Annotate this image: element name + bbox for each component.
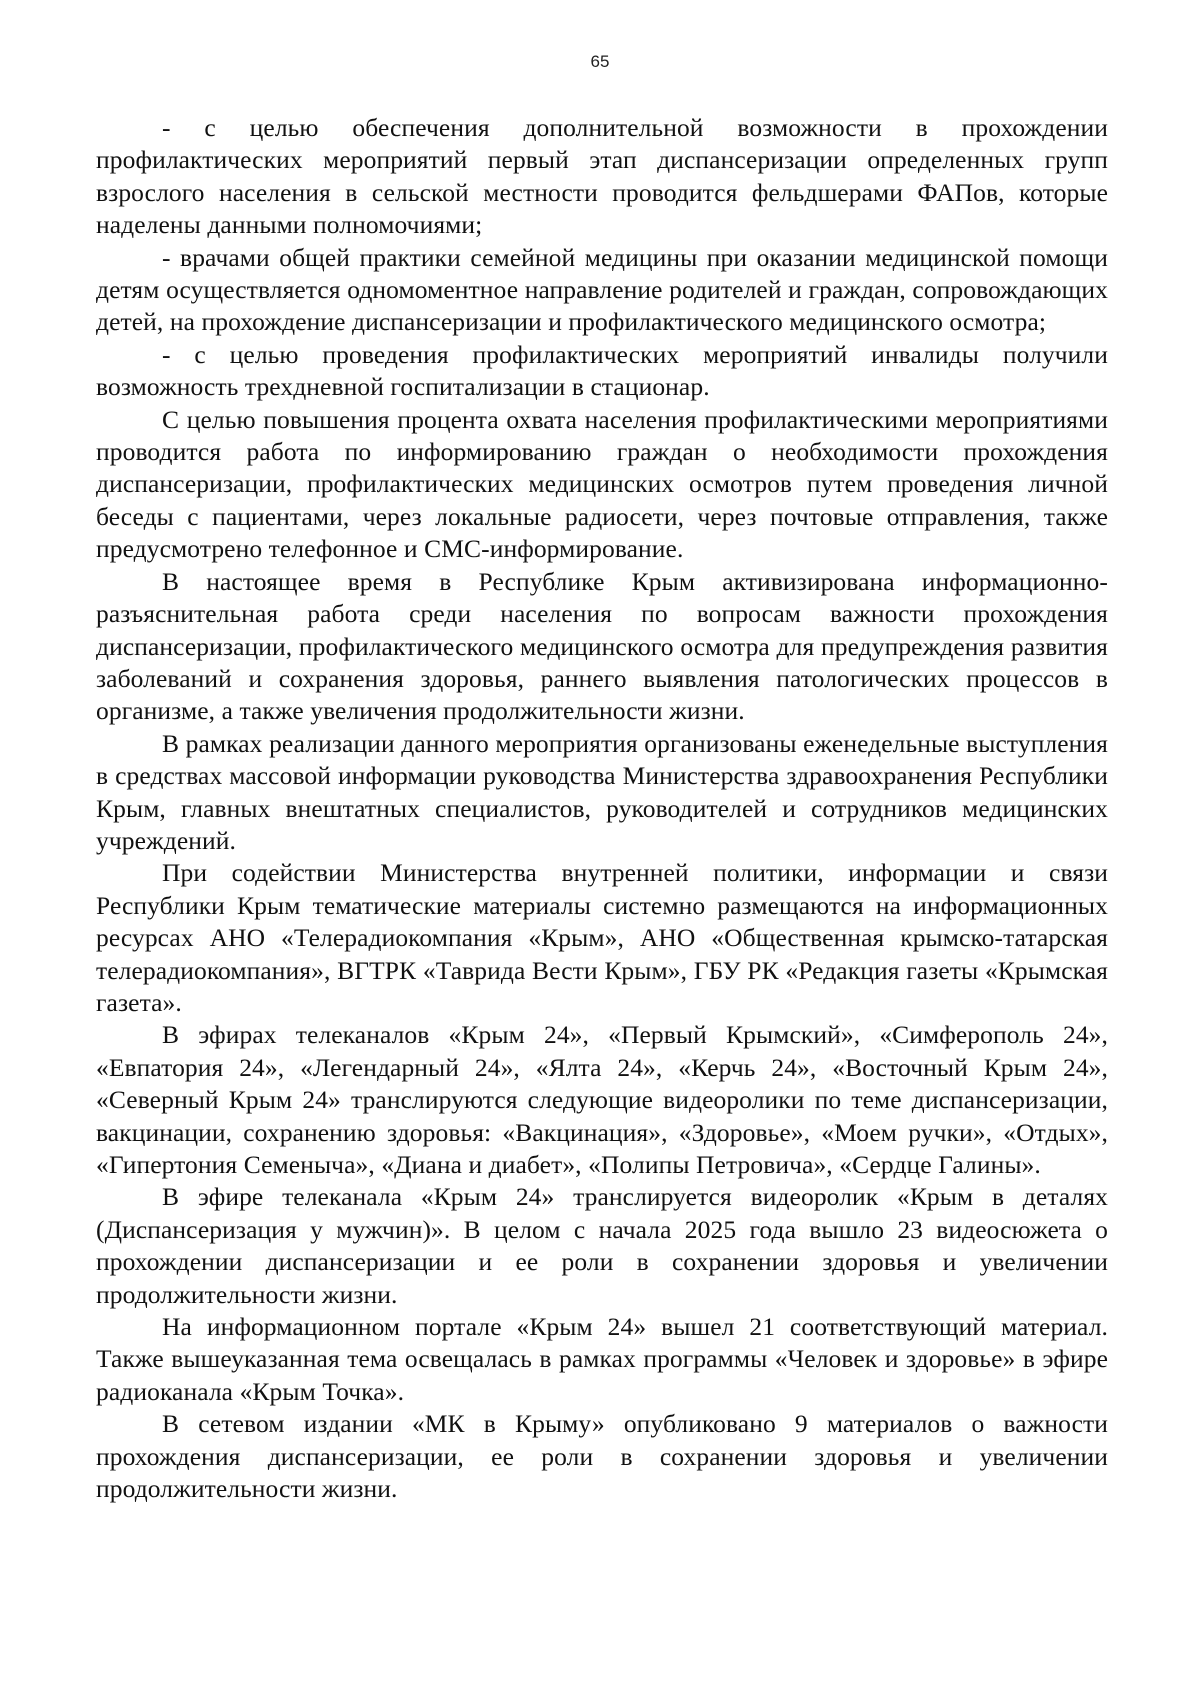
paragraph-portal-materials: На информационном портале «Крым 24» вышел 21 соответствующий материал. Также вышеуказанная тема освещалась в рамках программы «Человек и здоровье» в эфире радиоканала «Крым Точка». <box>96 1312 1108 1406</box>
page-number: 65 <box>590 52 610 71</box>
paragraph-outreach-work: В настоящее время в Республике Крым активизирована информационно-разъяснительная работа среди населения по вопросам важности прохождения диспансеризации, профилактического медицинского осмотра для предупреждения развития заболеваний и сохранения здоровья, раннего выявления патологических процессов в организме, а также увеличения продолжительности жизни. <box>96 566 1108 726</box>
paragraph-information-resources: При содействии Министерства внутренней политики, информации и связи Республики Крым тематические материалы системно размещаются на информационных ресурсах АНО «Телерадиокомпания «Крым», АНО «Общественная крымско-татарская телерадиокомпания», ВГТРК «Таврида Вести Крым», ГБУ РК «Редакция газеты «Крымская газета». <box>96 858 1108 1017</box>
paragraph-informing-citizens: С целью повышения процента охвата населения профилактическими мероприятиями проводится работа по информированию граждан о необходимости прохождения диспансеризации, профилактических медицинских осмотров путем проведения личной беседы с пациентами, через локальные радиосети, через почтовые отправления, также предусмотрено телефонное и СМС-информирование. <box>96 404 1108 564</box>
paragraph-krym24-video: В эфире телеканала «Крым 24» транслируется видеоролик «Крым в деталях (Диспансеризация у мужчин)». В целом с начала 2025 года вышло 23 видеосюжета о прохождении диспансеризации и ее роли в сохранении здоровья и увеличении продолжительности жизни. <box>96 1182 1108 1309</box>
paragraph-tv-channels-videos: В эфирах телеканалов «Крым 24», «Первый Крымский», «Симферополь 24», «Евпатория 24», «Легендарный 24», «Ялта 24», «Керчь 24», «Восточный Крым 24», «Северный Крым 24» транслируются следующие видеоролики по теме диспансеризации, вакцинации, сохранению здоровья: «Вакцинация», «Здоровье», «Моем ручки», «Отдых», «Гипертония Семеныча», «Диана и диабет», «Полипы Петровича», «Сердце Галины». <box>96 1020 1108 1179</box>
paragraph-family-doctors: - врачами общей практики семейной медицины при оказании медицинской помощи детям осуществляется одномоментное направление родителей и граждан, сопровождающих детей, на прохождение диспансеризации и профилактического медицинского осмотра; <box>96 242 1108 337</box>
document-body <box>96 112 1108 1505</box>
paragraph-mk-publications: В сетевом издании «МК в Крыму» опубликовано 9 материалов о важности прохождения диспансеризации, ее роли в сохранении здоровья и увеличении продолжительности жизни. <box>96 1409 1108 1504</box>
paragraph-media-appearances: В рамках реализации данного мероприятия организованы еженедельные выступления в средствах массовой информации руководства Министерства здравоохранения Республики Крым, главных внештатных специалистов, руководителей и сотрудников медицинских учреждений. <box>96 728 1108 855</box>
paragraph-disabled-hospitalization: - с целью проведения профилактических мероприятий инвалиды получили возможность трехдневной госпитализации в стационар. <box>96 339 1108 402</box>
paragraph-feldsher-first-stage: - с целью обеспечения дополнительной возможности в прохождении профилактических мероприятий первый этап диспансеризации определенных групп взрослого населения в сельской местности проводится фельдшерами ФАПов, которые наделены данными полномочиями; <box>96 113 1108 240</box>
